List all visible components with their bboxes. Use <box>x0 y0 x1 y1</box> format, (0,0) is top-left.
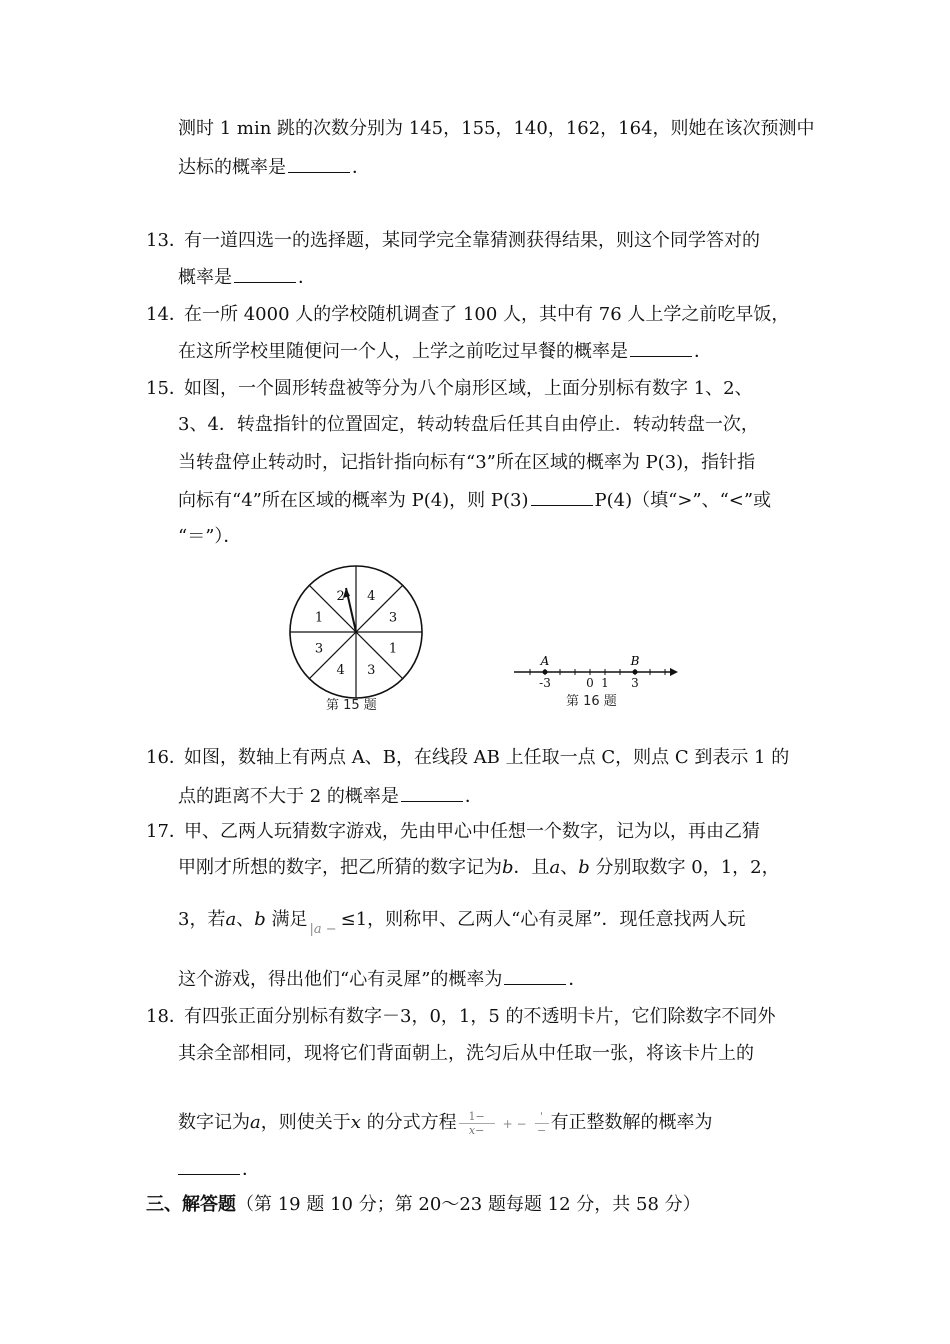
q15-line4 <box>178 489 771 512</box>
sector-label: 4 <box>367 589 376 604</box>
fraction <box>459 1110 495 1137</box>
q17-text: 甲刚才所想的数字，把乙所猜的数字记为 <box>178 857 502 878</box>
q18-line4 <box>178 1158 260 1181</box>
number-line-svg <box>510 650 680 690</box>
fraction-denominator: x− <box>468 1123 485 1137</box>
q18-line4-end: ． <box>242 1159 260 1180</box>
sector-label: 2 <box>336 589 345 604</box>
q14-line2 <box>178 340 712 363</box>
point-a-dot <box>543 670 548 675</box>
answer-blank <box>178 1158 240 1175</box>
q16-number: 16． <box>146 747 187 768</box>
q17-line4-end: ． <box>568 969 587 990</box>
number-line-tick-label: 3 <box>631 676 639 690</box>
q17-text: 、 <box>236 909 255 930</box>
q14-line2-text: 在这所学校里随便问一个人，上学之前吃过早餐的概率是 <box>178 341 628 362</box>
q18-text: 的分式方程 <box>360 1112 457 1133</box>
q17-line2 <box>178 857 780 879</box>
answer-blank <box>630 340 692 357</box>
q16-line2-end: ． <box>464 786 483 807</box>
q17-number: 17． <box>146 821 187 842</box>
q17-line1: 甲、乙两人玩猜数字游戏，先由甲心中任想一个数字，记为以，再由乙猜 <box>184 821 760 842</box>
var-a: a <box>250 1112 261 1133</box>
spinner-svg <box>286 562 426 712</box>
q13-line1: 有一道四选一的选择题，某同学完全靠猜测获得结果，则这个同学答对的 <box>184 230 760 251</box>
section-heading <box>146 1194 701 1216</box>
q18-text: 数字记为 <box>178 1112 250 1133</box>
number-line-tick-label: -3 <box>539 676 551 690</box>
sector-label: 3 <box>388 610 398 626</box>
q16-line1: 如图，数轴上有两点 A、B，在线段 AB 上任取一点 C，则点 C 到表示 1 的 <box>184 747 790 768</box>
point-b-label: B <box>630 654 640 668</box>
point-b-dot <box>633 670 638 675</box>
var-b: b <box>502 857 514 878</box>
q15-line4-end: P(4)（填“>”、“<”或 <box>594 490 772 511</box>
answer-blank <box>234 266 296 283</box>
sector-label: 1 <box>314 610 324 626</box>
point-a-label: A <box>540 654 550 668</box>
fig15-caption: 第 15 题 <box>326 698 377 713</box>
number-line-arrow <box>670 668 678 676</box>
q18-line2: 其余全部相同，现将它们背面朝上，洗匀后从中任取一张，将该卡片上的 <box>178 1043 754 1064</box>
q18-line3 <box>178 1104 713 1143</box>
q13-line2-text: 概率是 <box>178 267 232 288</box>
sector-label: 1 <box>388 641 398 657</box>
section-note: （第 19 题 10 分；第 20～23 题每题 12 分，共 58 分） <box>236 1194 701 1215</box>
answer-blank <box>401 785 463 802</box>
q15-line5: “＝”）． <box>178 526 242 547</box>
answer-blank <box>531 489 593 506</box>
q15-line1: 如图，一个圆形转盘被等分为八个扇形区域，上面分别标有数字 1、2、 <box>184 378 753 399</box>
fraction-numerator: 1− <box>468 1109 485 1123</box>
q15-line2: 3、4．转盘指针的位置固定，转动转盘后任其自由停止．转动转盘一次， <box>178 414 759 435</box>
var-b: b <box>578 857 590 878</box>
q18-number: 18． <box>146 1006 187 1027</box>
q14-line1: 在一所 4000 人的学校随机调查了 100 人，其中有 76 人上学之前吃早饭， <box>184 304 790 325</box>
abs-expression: |a − <box>309 922 337 937</box>
q17-text: 3，若 <box>178 909 226 930</box>
section-title: 三、解答题 <box>146 1194 236 1215</box>
fig16-caption: 第 16 题 <box>566 694 617 709</box>
spinner-figure <box>286 562 426 712</box>
q18-text: 有正整数解的概率为 <box>550 1112 713 1133</box>
q12-line1: 测时 1 min 跳的次数分别为 145，155，140，162，164，则她在该次预测中 <box>178 118 815 139</box>
q18-text: ，则使关于 <box>260 1112 351 1133</box>
answer-blank <box>504 968 566 985</box>
q14-number: 14． <box>146 304 187 325</box>
q17-text: 、 <box>560 857 579 878</box>
sector-label: 4 <box>336 663 345 678</box>
q13-line2 <box>178 266 316 289</box>
q12-line2 <box>178 156 370 179</box>
sector-label: 3 <box>367 663 376 678</box>
number-line-tick-label: 1 <box>601 676 609 690</box>
var-x: x <box>350 1112 361 1133</box>
q15-number: 15． <box>146 378 187 399</box>
sector-label: 3 <box>314 641 324 657</box>
number-line-figure <box>510 650 680 710</box>
q17-text: ≤1，则称甲、乙两人“心有灵犀”．现任意找两人玩 <box>340 909 746 930</box>
q17-text: 满足 <box>265 909 308 930</box>
q16-line2-text: 点的距离不大于 2 的概率是 <box>178 786 399 807</box>
q15-line4-text: 向标有“4”所在区域的概率为 P(4)，则 P(3) <box>178 490 529 511</box>
q13-line2-end: ． <box>298 267 316 288</box>
q18-line1: 有四张正面分别标有数字－3，0，1，5 的不透明卡片，它们除数字不同外 <box>184 1006 776 1027</box>
q13-number: 13． <box>146 230 187 251</box>
q17-line4 <box>178 968 586 991</box>
q12-line2-text: 达标的概率是 <box>178 157 286 178</box>
q15-line3: 当转盘停止转动时，记指针指向标有“3”所在区域的概率为 P(3)，指针指 <box>178 452 756 473</box>
fraction-2: $\frac{'}{-}$ <box>535 1110 549 1137</box>
q17-line4-text: 这个游戏，得出他们“心有灵犀”的概率为 <box>178 969 503 990</box>
q12-line2-end: ． <box>352 157 370 178</box>
answer-blank <box>288 156 350 173</box>
var-a: a <box>549 857 561 878</box>
q17-text: ．且 <box>513 857 550 878</box>
var-b: b <box>254 909 266 930</box>
var-a: a <box>225 909 237 930</box>
q14-line2-end: ． <box>694 341 712 362</box>
q16-line2 <box>178 785 483 808</box>
q17-text: 分别取数字 0，1，2， <box>589 857 780 878</box>
q17-line3 <box>178 909 746 937</box>
number-line-tick-label: 0 <box>586 676 594 690</box>
equation-middle: + − <box>502 1117 527 1131</box>
